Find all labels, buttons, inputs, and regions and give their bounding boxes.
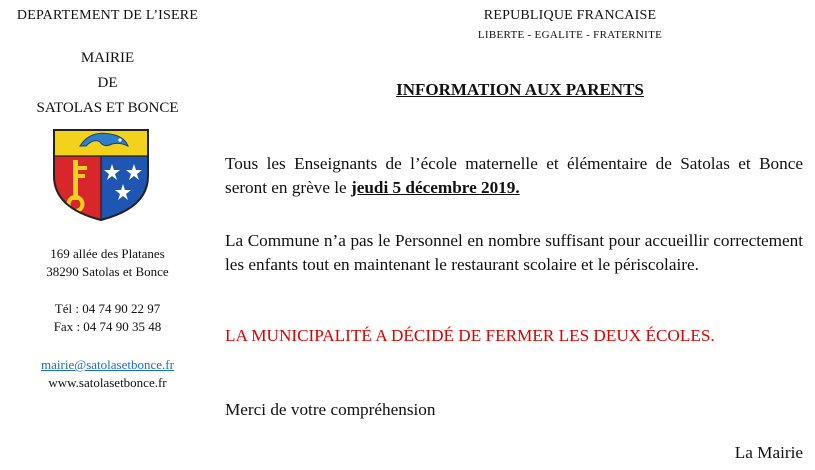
staff-paragraph: La Commune n’a pas le Personnel en nombre suffisant pour accueillir correctement les enfants tout en maintenant le restaurant scolaire et le périscolaire. — [225, 231, 803, 274]
mairie-line: SATOLAS ET BONCE — [36, 100, 179, 116]
fax-number: Fax : 04 74 90 35 48 — [53, 319, 162, 334]
address-line: 169 allée des Platanes — [50, 246, 165, 261]
contact-online — [0, 356, 215, 392]
strike-text: Tous les Enseignants de l’école maternelle et élémentaire de Satolas et Bonce seront en grève le — [225, 154, 803, 197]
postal-address — [0, 245, 215, 281]
email-link[interactable]: mairie@satolasetbonce.fr — [41, 357, 174, 372]
mairie-line: DE — [97, 75, 118, 91]
address-line: 38290 Satolas et Bonce — [46, 264, 169, 279]
phone-number: Tél : 04 74 90 22 97 — [54, 301, 161, 316]
contact-phones — [0, 300, 215, 336]
website-address: www.satolasetbonce.fr — [48, 375, 167, 390]
strike-paragraph — [225, 152, 803, 200]
title-text: INFORMATION AUX PARENTS — [396, 80, 644, 99]
closure-notice: LA MUNICIPALITÉ A DÉCIDÉ DE FERMER LES DEUX ÉCOLES. — [225, 326, 715, 345]
page-title — [0, 80, 815, 100]
strike-date: jeudi 5 décembre 2019. — [351, 178, 520, 197]
republic-heading: REPUBLIQUE FRANCAISE — [483, 8, 657, 23]
thanks-line: Merci de votre compréhension — [225, 400, 436, 419]
republic-motto: LIBERTE - EGALITE - FRATERNITE — [477, 29, 663, 41]
mairie-line: MAIRIE — [80, 50, 135, 66]
coat-of-arms-icon — [50, 126, 152, 222]
signature: La Mairie — [734, 443, 803, 462]
department-name: DEPARTEMENT DE L’ISERE — [16, 8, 199, 23]
letterhead-sidebar — [0, 0, 215, 470]
